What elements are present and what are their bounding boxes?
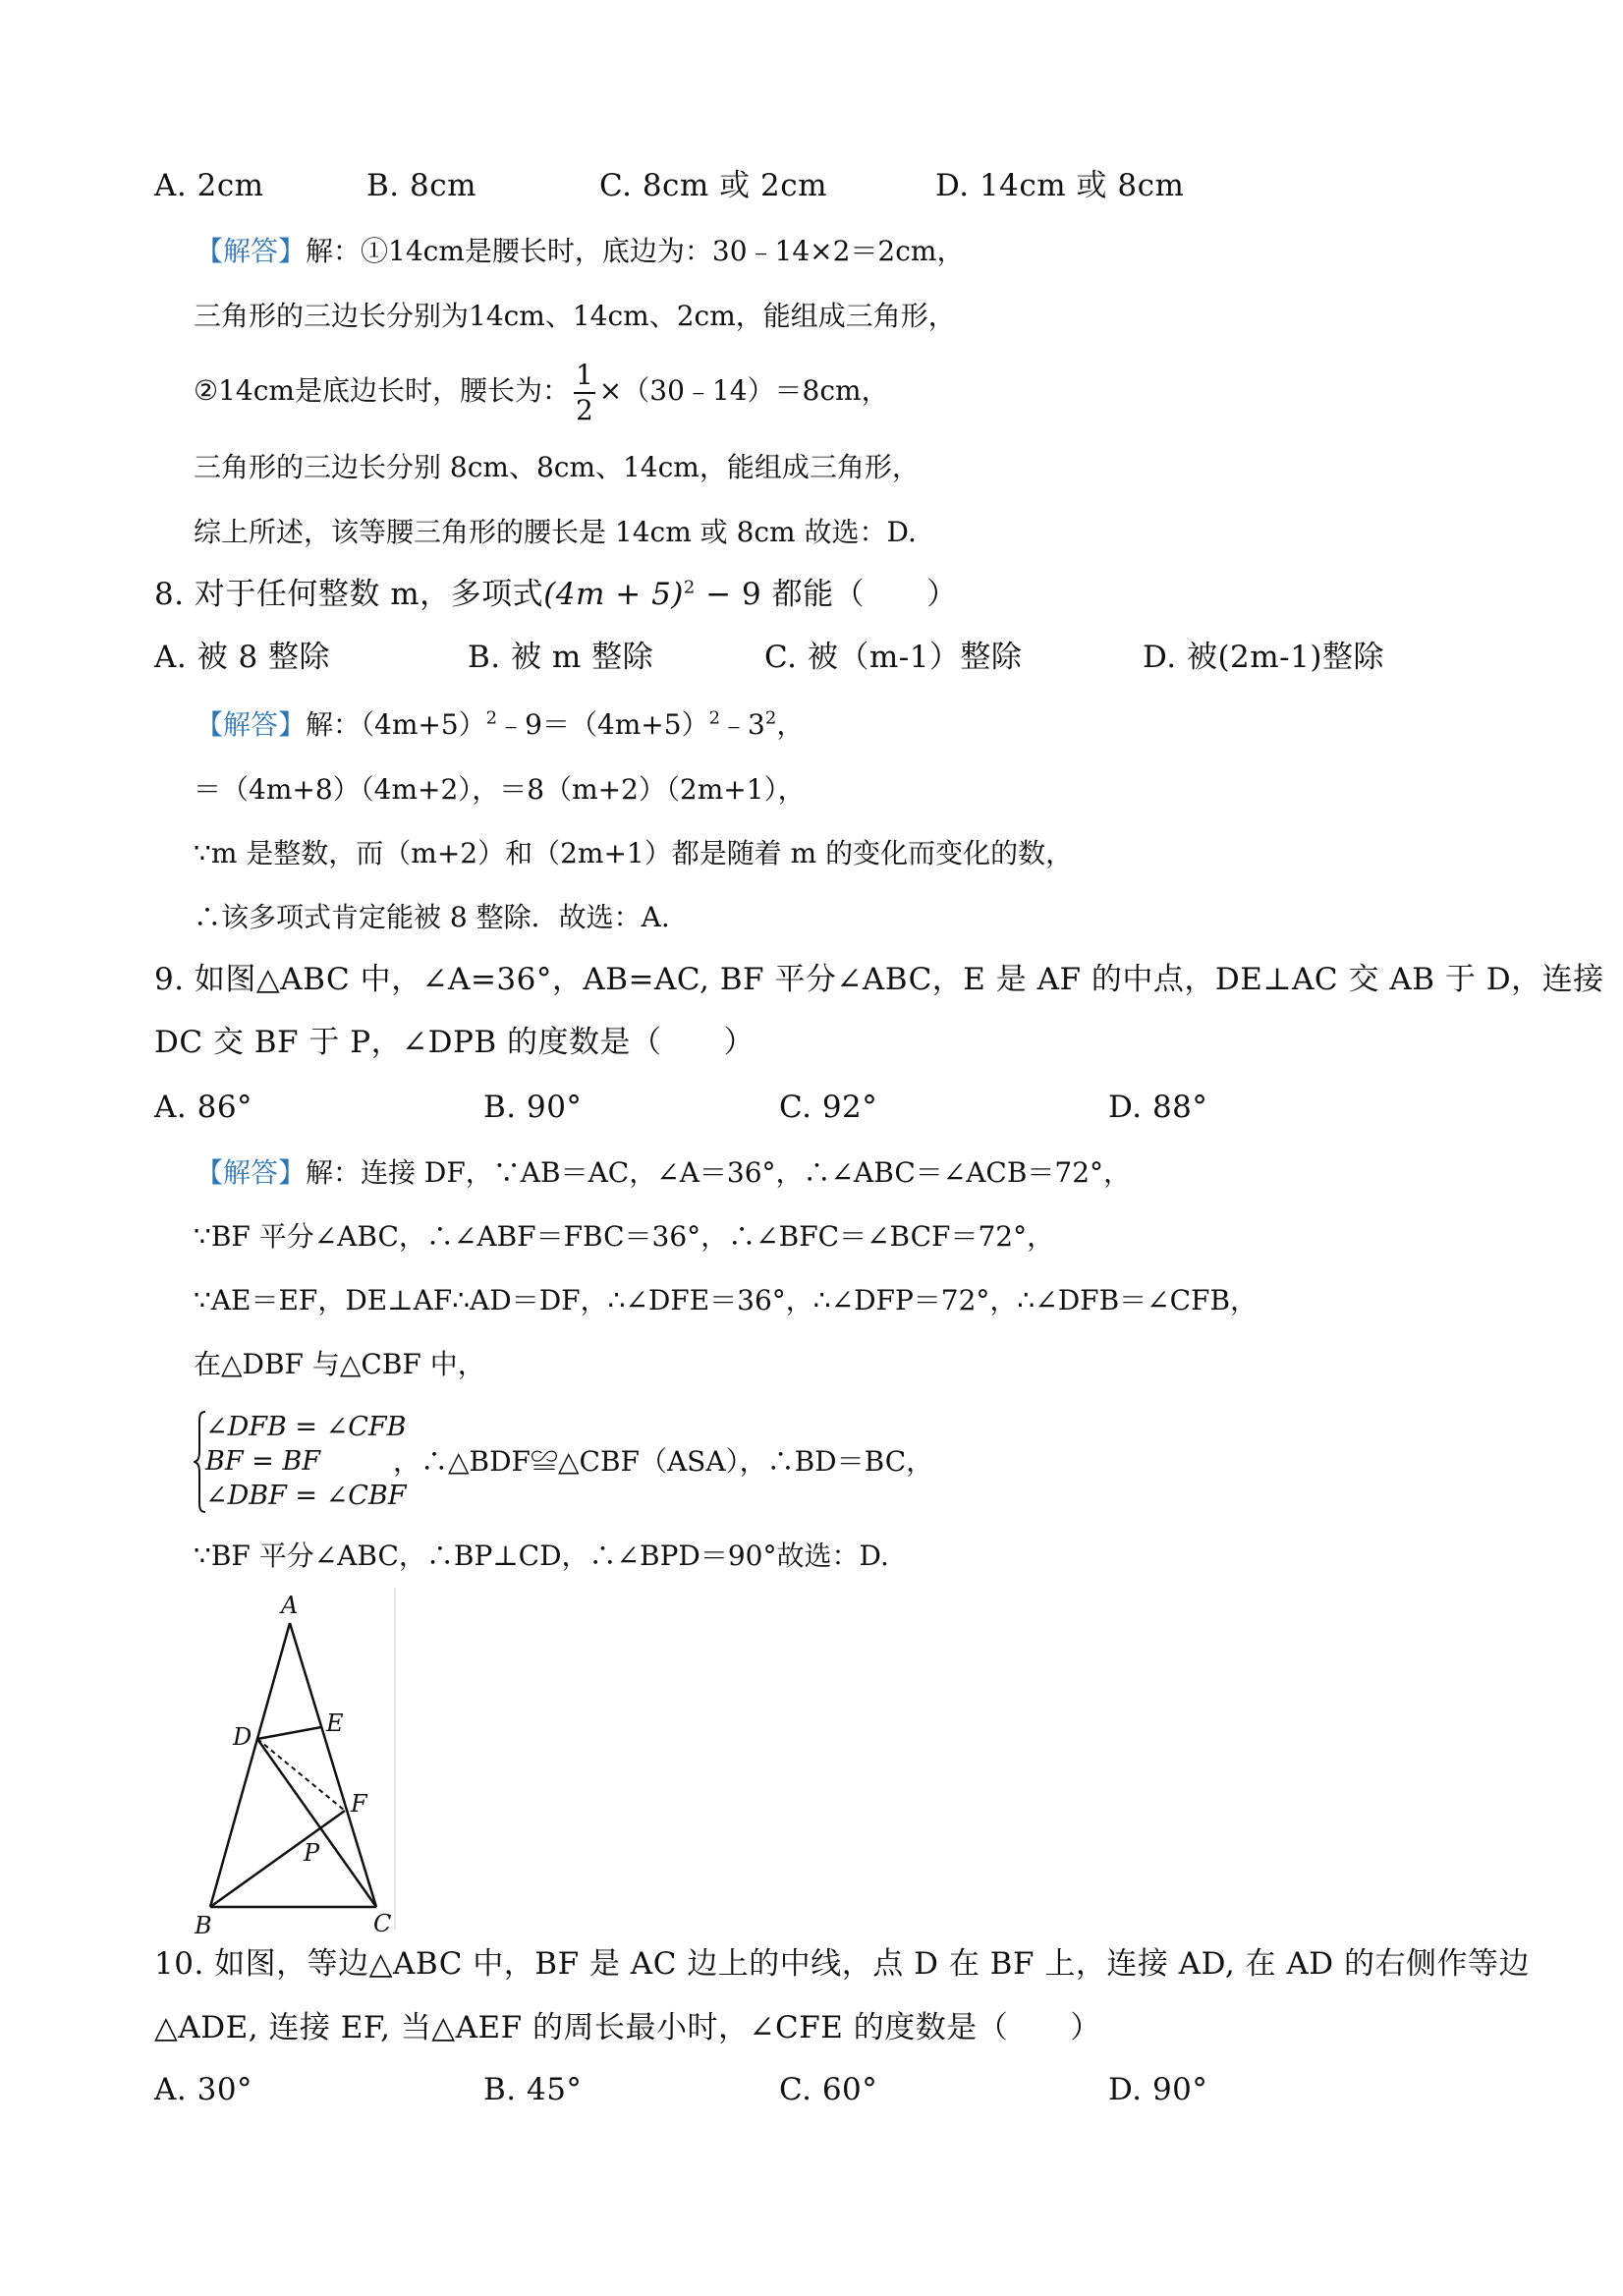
q7-option-a: A. 2cm [154,168,264,203]
triangle-diagram [187,1584,403,1935]
q8-option-b: B. 被 m 整除 [468,640,654,675]
q9-triangle-figure [187,1584,403,1935]
q7-solution-line-2: 三角形的三边长分别为14cm、14cm、2cm，能组成三角形， [194,300,956,332]
q9-option-c: C. 92° [779,1090,878,1125]
q10-option-d: D. 90° [1108,2072,1208,2107]
q7-option-c: C. 8cm 或 2cm [599,168,827,203]
solution-tag: 【解答】 [196,235,307,267]
solution-tag: 【解答】 [196,1156,307,1189]
q10-option-a: A. 30° [154,2072,253,2107]
q9-stem-line-2: DC 交 BF 于 P，∠DPB 的度数是（ ） [154,1025,755,1060]
q8-option-a: A. 被 8 整除 [154,640,331,675]
q9-solution-line-4: 在△DBF 与△CBF 中， [194,1348,485,1380]
q7-solution-line-4: 三角形的三边长分别 8cm、8cm、14cm，能组成三角形， [194,451,920,483]
q8-solution-line-1: 【解答】解：$(4m+5)^2﹣9=(4m+5)^2﹣3^2$， [196,707,805,741]
label-p: P [304,1839,320,1867]
label-e: E [326,1709,344,1737]
segment-ab [210,1623,290,1907]
q7-option-b: B. 8cm [366,168,476,203]
q7-solution-line-5: 综上所述，该等腰三角形的腰长是 14cm 或 8cm 故选：D. [194,516,917,548]
label-a: A [281,1592,299,1619]
q8-solution-line-3: ∵m 是整数，而（m+2）和（2m+1）都是随着 m 的变化而变化的数， [194,837,1074,869]
segment-dc [257,1739,376,1907]
q9-option-a: A. 86° [154,1090,253,1125]
system-equation-3: ∠DBF = ∠CBF [205,1481,407,1511]
label-c: C [373,1910,392,1935]
q8-solution-line-4: ∴该多项式肯定能被 8 整除．故选：A. [194,901,670,933]
q9-system-tail: ，∴△BDF≌△CBF（ASA），∴BD＝BC， [393,1445,934,1478]
q7-option-d: D. 14cm 或 8cm [935,168,1185,203]
q9-conclusion: ∵BF 平分∠ABC，∴BP⊥CD，∴∠BPD＝90°故选：D. [194,1540,889,1572]
q10-stem-line-2: △ADE, 连接 EF, 当△AEF 的周长最小时，∠CFE 的度数是（ ） [154,2010,1101,2045]
q9-option-d: D. 88° [1108,1090,1208,1125]
q10-option-b: B. 45° [483,2072,583,2107]
segment-de [257,1727,321,1739]
q9-option-b: B. 90° [483,1090,583,1125]
q8-option-d: D. 被(2m-1)整除 [1143,640,1384,675]
label-f: F [351,1790,367,1818]
q8-expression: (4m + 5) [543,577,684,612]
segment-bf [210,1811,345,1907]
q10-stem-line-1: 10. 如图，等边△ABC 中，BF 是 AC 边上的中线，点 D 在 BF 上，连接 AD, 在 AD 的右侧作等边 [154,1946,1530,1982]
q7-solution-line-3: ②14cm是底边长时，腰长为： $\frac{1}{2}$ ×（30﹣14）＝8cm， [194,359,889,426]
q9-stem-line-1: 9. 如图△ABC 中，∠A=36°，AB=AC, BF 平分∠ABC，E 是 AF 的中点，DE⊥AC 交 AB 于 D，连接 [154,962,1604,997]
q9-solution-line-2: ∵BF 平分∠ABC，∴∠ABF＝FBC＝36°，∴∠BFC＝∠BCF＝72°， [194,1220,1055,1253]
q8-stem: 8. 对于任何整数 m，多项式$(4m + 5)^2 - 9$ 都能（ ） [154,577,958,612]
solution-tag: 【解答】 [196,708,307,741]
label-d: D [233,1723,252,1751]
q7-solution-line-1: 【解答】解：①14cm是腰长时，底边为：30﹣14×2＝2cm， [196,235,965,267]
system-equation-1: ∠DFB = ∠CFB [205,1412,407,1442]
label-b: B [195,1912,212,1935]
q10-option-c: C. 60° [779,2072,878,2107]
q8-option-c: C. 被（m-1）整除 [764,640,1023,675]
q9-solution-line-3: ∵AE＝EF，DE⊥AF∴AD＝DF，∴∠DFE＝36°，∴∠DFP＝72°，∴∠DFB＝∠CFB， [194,1284,1259,1316]
system-equation-2: BF = BF [205,1446,320,1477]
q9-solution-line-1: 【解答】解：连接 DF，∵AB＝AC，∠A＝36°，∴∠ABC＝∠ACB＝72°， [196,1156,1132,1189]
fraction-one-half: $\frac{1}{2}$ [575,359,593,426]
q8-solution-line-2: ＝（4m+8）（4m+2），＝8（m+2）（2m+1）， [194,773,806,806]
